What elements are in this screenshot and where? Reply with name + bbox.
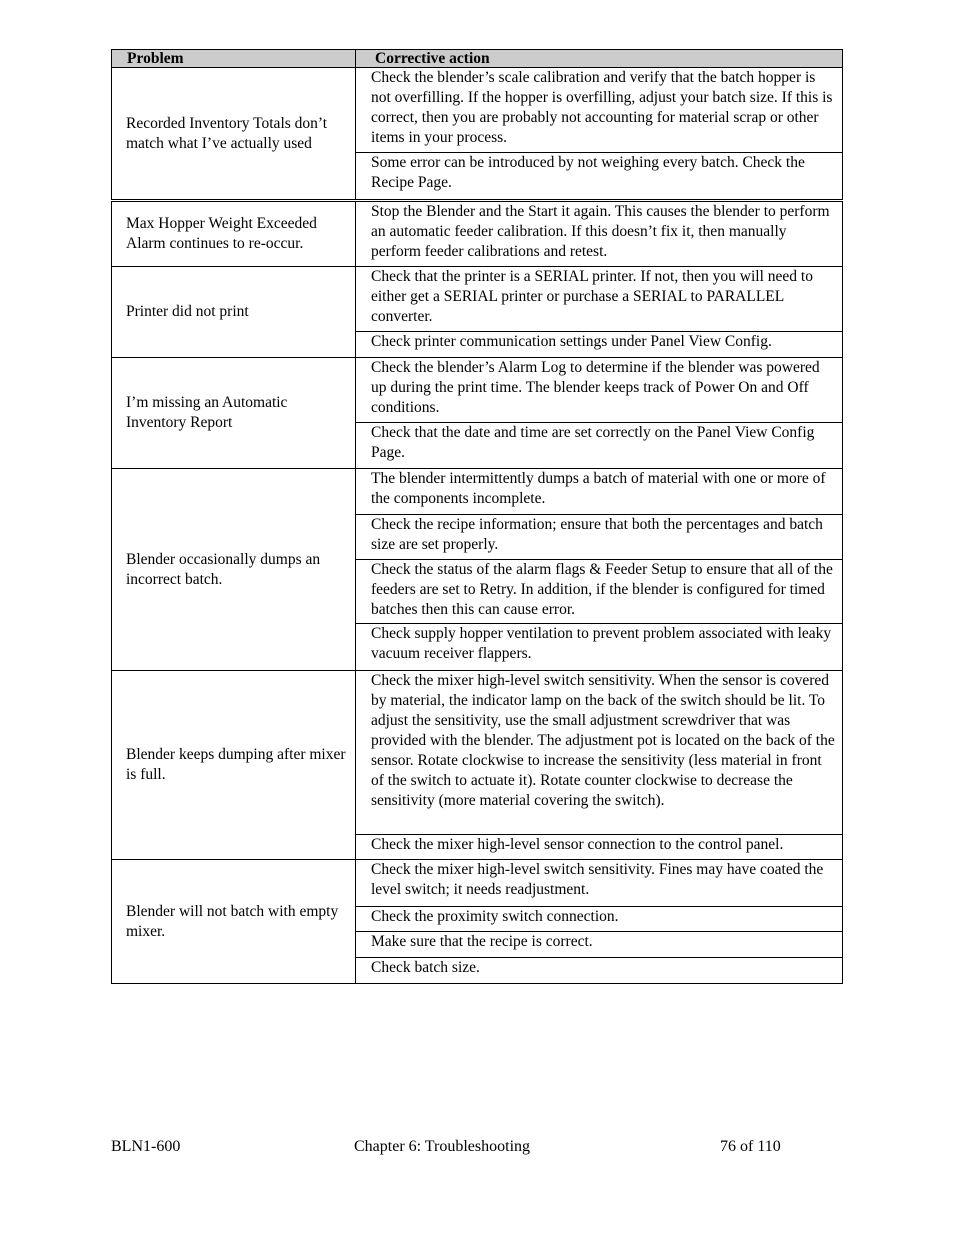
action-cell: Stop the Blender and the Start it again. This causes the blender to perform an automatic feeder calibration. If this doesn’t fix it, then manually perform feeder calibrations and retest. (371, 203, 830, 260)
problem-cell: Blender will not batch with empty mixer. (112, 860, 356, 983)
action-cell: Check the mixer high-level sensor connection to the control panel. (356, 834, 842, 859)
footer-chapter: Chapter 6: Troubleshooting (354, 1138, 531, 1155)
action-cell: Check the status of the alarm flags & Feeder Setup to ensure that all of the feeders are set to Retry. In addition, if the blender is configured for timed batches then this can cause error. (356, 559, 842, 624)
table-row (111, 671, 843, 860)
footer-page-number: 76 of 110 (720, 1138, 781, 1155)
table-row (111, 358, 843, 469)
problem-cell: I’m missing an Automatic Inventory Report (112, 358, 356, 468)
problem-cell: Max Hopper Weight Exceeded Alarm continues to re-occur. (112, 202, 356, 266)
table-row (111, 68, 843, 200)
action-cell: Check the recipe information; ensure that both the percentages and batch size are set properly. (356, 514, 842, 559)
header-problem: Problem (112, 50, 356, 67)
footer-doc-id: BLN1-600 (111, 1138, 181, 1155)
troubleshooting-table (111, 49, 843, 984)
table-row (111, 201, 843, 267)
table-row (111, 860, 843, 984)
action-cell: Check that the date and time are set correctly on the Panel View Config Page. (356, 422, 842, 468)
action-cell: Check the proximity switch connection. (356, 906, 842, 932)
action-cell: Check the mixer high-level switch sensitivity. When the sensor is covered by material, the indicator lamp on the back of the switch should be lit. To adjust the sensitivity, use the small adjustment screwdriver that was provided with the blender. The adjustment pot is located on the back of the sensor. Rotate clockwise to increase the sensitivity (less material in front of the switch to actuate it). Rotate counter clockwise to decrease the sensitivity (more material covering the switch). (371, 672, 835, 809)
action-cell: Check batch size. (356, 957, 842, 983)
problem-cell: Recorded Inventory Totals don’t match what I’ve actually used (112, 68, 356, 199)
problem-cell: Blender occasionally dumps an incorrect batch. (112, 469, 356, 670)
table-row (111, 267, 843, 358)
action-cell: Check the blender’s scale calibration and verify that the batch hopper is not overfilling. If the hopper is overfilling, adjust your batch size. If this is correct, then you are probably not accounting for material scrap or other items in your process. (371, 69, 833, 146)
action-cell: Check supply hopper ventilation to prevent problem associated with leaky vacuum receiver flappers. (356, 623, 842, 670)
action-cell: The blender intermittently dumps a batch of material with one or more of the components incomplete. (371, 470, 826, 507)
problem-cell: Blender keeps dumping after mixer is full. (112, 671, 356, 859)
action-cell: Make sure that the recipe is correct. (356, 931, 842, 957)
action-cell: Check that the printer is a SERIAL printer. If not, then you will need to either get a SERIAL printer or purchase a SERIAL to PARALLEL converter. (371, 268, 813, 325)
action-cell: Check the blender’s Alarm Log to determine if the blender was powered up during the print time. The blender keeps track of Power On and Off conditions. (371, 359, 820, 416)
table-header (111, 49, 843, 68)
action-cell: Some error can be introduced by not weighing every batch. Check the Recipe Page. (356, 152, 842, 199)
action-cell: Check the mixer high-level switch sensitivity. Fines may have coated the level switch; it needs readjustment. (371, 861, 824, 898)
action-cell: Check printer communication settings under Panel View Config. (356, 331, 842, 357)
header-corrective-action: Corrective action (375, 50, 490, 67)
problem-cell: Printer did not print (112, 267, 356, 357)
table-row (111, 469, 843, 671)
